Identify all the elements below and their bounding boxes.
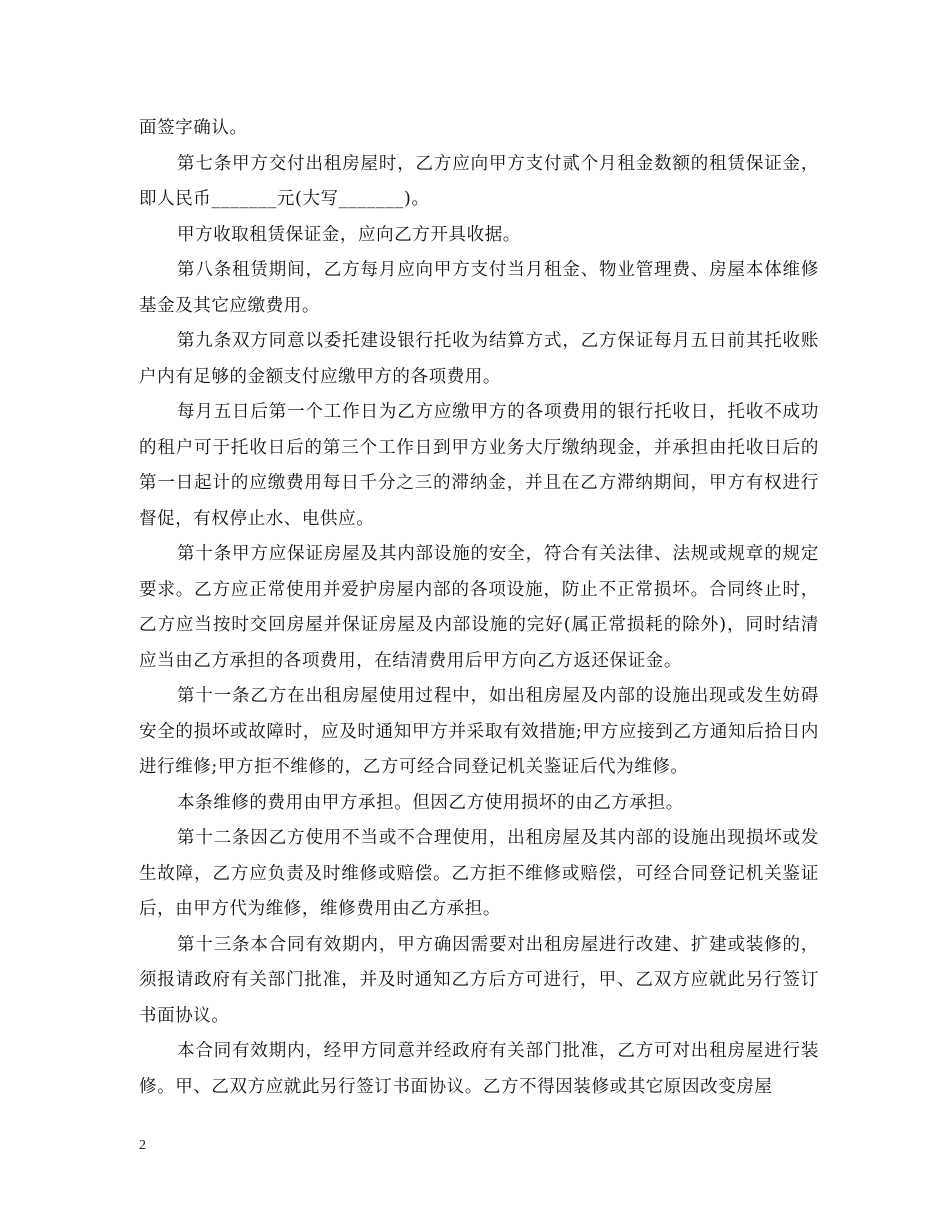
paragraph-article-11: 第十一条乙方在出租房屋使用过程中，如出租房屋及内部的设施出现或发生妨碍安全的损坏或故障时，应及时通知甲方并采取有效措施;甲方应接到乙方通知后拾日内进行维修;甲方拒不维修的，乙方可经合同登记机关鉴证后代为维修。	[139, 686, 819, 777]
paragraph-article-13: 第十三条本合同有效期内，甲方确因需要对出租房屋进行改建、扩建或装修的，须报请政府有关部门批准，并及时通知乙方后方可进行，甲、乙双方应就此另行签订书面协议。	[139, 934, 819, 1026]
paragraph-article-7: 第七条甲方交付出租房屋时，乙方应向甲方支付贰个月租金数额的租赁保证金，即人民币_______元(大写_______)。	[139, 153, 819, 209]
paragraph-article-8: 第八条租赁期间，乙方每月应向甲方支付当月租金、物业管理费、房屋本体维修基金及其它应缴费用。	[139, 260, 819, 316]
paragraph-repair-costs: 本条维修的费用由甲方承担。但因乙方使用损坏的由乙方承担。	[177, 792, 684, 813]
paragraph-collection-date: 每月五日后第一个工作日为乙方应缴甲方的各项费用的银行托收日，托收不成功的租户可于托收日后的第三个工作日到甲方业务大厅缴纳现金，并承担由托收日后的第一日起计的应缴费用每日千分之三的滞纳金，并且在乙方滞纳期间，甲方有权进行督促，有权停止水、电供应。	[139, 402, 819, 529]
paragraph-article-9: 第九条双方同意以委托建设银行托收为结算方式，乙方保证每月五日前其托收账户内有足够的金额支付应缴甲方的各项费用。	[139, 331, 819, 387]
paragraph-renovation: 本合同有效期内，经甲方同意并经政府有关部门批准，乙方可对出租房屋进行装修。甲、乙双方应就此另行签订书面协议。乙方不得因装修或其它原因改变房屋	[139, 1041, 819, 1097]
page-number: 2	[139, 1138, 146, 1153]
document-body	[139, 111, 819, 1105]
paragraph-article-12: 第十二条因乙方使用不当或不合理使用，出租房屋及其内部的设施出现损坏或发生故障，乙方应负责及时维修或赔偿。乙方拒不维修或赔偿，可经合同登记机关鉴证后，由甲方代为维修，维修费用由乙方承担。	[139, 828, 819, 919]
paragraph-deposit-receipt: 甲方收取租赁保证金，应向乙方开具收据。	[177, 224, 521, 245]
paragraph-continuation: 面签字确认。	[139, 118, 248, 138]
paragraph-article-10: 第十条甲方应保证房屋及其内部设施的安全，符合有关法律、法规或规章的规定要求。乙方应正常使用并爱护房屋内部的各项设施，防止不正常损坏。合同终止时，乙方应当按时交回房屋并保证房屋及内部设施的完好(属正常损耗的除外)，同时结清应当由乙方承担的各项费用，在结清费用后甲方向乙方返还保证金。	[139, 544, 819, 671]
